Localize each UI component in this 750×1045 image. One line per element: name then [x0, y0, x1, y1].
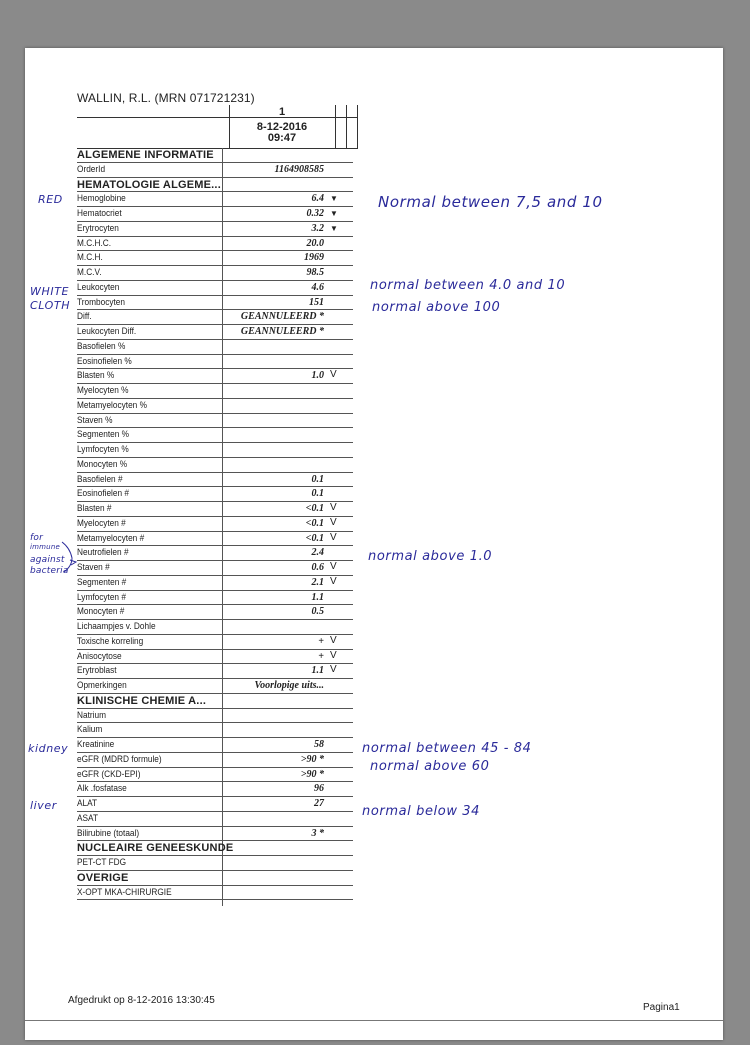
hand-hb-note: Normal between 7,5 and 10: [378, 193, 603, 211]
patient-header: WALLIN, R.L. (MRN 071721231): [77, 91, 255, 105]
hand-neutro-note: normal above 1.0: [368, 549, 493, 564]
test-name: Segmenten #: [77, 576, 127, 587]
test-name: Staven #: [77, 562, 110, 572]
hand-arrow-icon: [60, 540, 78, 576]
test-name: Myelocyten %: [77, 385, 129, 395]
test-value: <0.1: [305, 517, 324, 529]
test-name: Metamyelocyten #: [77, 532, 145, 543]
hand-egfr-note: normal above 60: [370, 759, 490, 774]
test-name: Myelocyten #: [77, 517, 126, 528]
test-name: Anisocytose: [77, 650, 122, 661]
test-name: ALGEMENE INFORMATIE: [77, 149, 214, 161]
test-value: +: [318, 635, 324, 647]
test-value: 0.1: [311, 488, 324, 500]
table-row: [77, 709, 353, 724]
test-name: Erytrocyten: [77, 222, 119, 233]
low-flag-icon: ▼: [330, 209, 338, 218]
test-name: Lichaampjes v. Dohle: [77, 621, 156, 631]
test-value: 1.1: [311, 591, 324, 603]
test-value: 3.2: [311, 222, 324, 234]
test-name: M.C.H.C.: [77, 237, 112, 248]
test-value: 1.1: [311, 665, 324, 677]
table-row: [77, 502, 353, 517]
table-row: [77, 797, 353, 812]
test-name: Staven %: [77, 414, 113, 425]
column-number: 1: [278, 106, 286, 118]
test-name: ASAT: [77, 812, 99, 823]
test-name: Lymfocyten %: [77, 444, 129, 454]
lab-results-table: [77, 148, 353, 900]
page-number: Pagina1: [643, 1002, 680, 1013]
table-row: [77, 428, 353, 443]
table-row: [77, 620, 353, 635]
test-name: OVERIGE: [77, 871, 129, 884]
table-row: [77, 517, 353, 532]
header-divider-3: [346, 105, 347, 149]
table-row: [77, 768, 353, 783]
table-row: [77, 532, 353, 547]
hand-kreat-note: normal between 45 - 84: [362, 741, 532, 756]
low-flag-icon: ▼: [330, 223, 338, 233]
table-row: [77, 355, 353, 370]
test-value: 0.32: [306, 208, 324, 219]
hand-leuko-note: normal between 4.0 and 10: [370, 278, 566, 293]
table-row: [77, 296, 353, 311]
test-value: <0.1: [305, 503, 324, 514]
table-row: [77, 266, 353, 281]
table-row: [77, 561, 353, 576]
test-name: OrderId: [77, 163, 106, 174]
test-value: 4.6: [311, 281, 324, 293]
test-value: 1.0: [311, 370, 324, 382]
test-name: Blasten %: [77, 370, 115, 381]
test-name: Kreatinine: [77, 739, 115, 749]
test-value: 2.1: [311, 576, 324, 588]
validated-flag: V: [330, 664, 337, 676]
hand-immune: immune: [30, 543, 60, 551]
test-value: 0.6: [311, 562, 324, 573]
table-row: [77, 222, 353, 237]
test-name: PET-CT FDG: [77, 857, 127, 867]
test-name: M.C.V.: [77, 267, 102, 277]
test-value: GEANNULEERD *: [240, 311, 324, 323]
hand-alat-note: normal below 34: [362, 804, 481, 819]
test-value: +: [318, 650, 324, 662]
test-name: Hematocriet: [77, 208, 122, 218]
table-row: [77, 237, 353, 252]
test-name: Kalium: [77, 724, 103, 735]
table-row: [77, 738, 353, 753]
test-name: NUCLEAIRE GENEESKUNDE: [77, 842, 234, 855]
test-name: Leukocyten Diff.: [77, 326, 137, 336]
table-row: [77, 207, 353, 222]
test-value: 1164908585: [274, 163, 324, 175]
section-header: [77, 148, 353, 163]
validated-flag: V: [330, 516, 337, 528]
hand-against: against: [30, 555, 65, 565]
table-row: [77, 886, 353, 901]
validated-flag: V: [330, 649, 337, 661]
test-name: Eosinofielen #: [77, 488, 130, 499]
hand-cloth: CLOTH: [30, 299, 71, 312]
validated-flag: V: [330, 502, 337, 513]
test-value: 98.5: [306, 267, 324, 278]
test-name: Monocyten #: [77, 606, 125, 617]
test-name: Diff.: [77, 311, 92, 322]
table-row: [77, 251, 353, 266]
test-name: X-OPT MKA-CHIRURGIE: [77, 886, 172, 897]
test-name: Basofielen #: [77, 473, 123, 484]
table-row: [77, 281, 353, 296]
test-name: Alk .fosfatase: [77, 783, 127, 794]
header-divider-4: [357, 105, 358, 149]
test-name: eGFR (CKD-EPI): [77, 768, 141, 779]
table-row: [77, 369, 353, 384]
validated-flag: V: [330, 634, 337, 646]
test-name: HEMATOLOGIE ALGEME...: [77, 178, 221, 191]
hand-for: for: [30, 533, 43, 543]
validated-flag: V: [330, 575, 337, 587]
test-value: 20.0: [306, 237, 324, 249]
table-row: [77, 812, 353, 827]
test-value: 6.4: [311, 193, 324, 205]
printed-timestamp: Afgedrukt op 8-12-2016 13:30:45: [68, 995, 215, 1006]
test-name: Erytroblast: [77, 665, 117, 676]
table-row: [77, 340, 353, 355]
column-datetime: [229, 122, 335, 144]
section-header: [77, 841, 353, 856]
section-header: [77, 178, 353, 193]
test-name: Eosinofielen %: [77, 355, 132, 366]
test-name: Segmenten %: [77, 429, 130, 440]
table-row: [77, 827, 353, 842]
hand-bacteria: bacteria: [30, 566, 69, 576]
test-value: 27: [314, 798, 324, 809]
test-name: Lymfocyten #: [77, 591, 126, 602]
low-flag-icon: ▼: [330, 194, 338, 204]
test-value: 1969: [304, 252, 324, 264]
test-value: 96: [314, 783, 324, 795]
test-value: 0.5: [311, 606, 324, 618]
hand-trombo-note: normal above 100: [372, 300, 501, 315]
table-row: [77, 664, 353, 679]
test-value: Voorlopige uits...: [254, 680, 324, 691]
test-name: Natrium: [77, 709, 106, 720]
table-row: [77, 576, 353, 591]
test-name: Neutrofielen #: [77, 547, 129, 558]
table-row: [77, 310, 353, 325]
hand-liver: liver: [30, 799, 57, 812]
table-row: [77, 325, 353, 340]
test-name: Blasten #: [77, 503, 112, 513]
table-row: [77, 856, 353, 871]
table-row: [77, 414, 353, 429]
header-divider-2: [335, 105, 336, 149]
table-row: [77, 782, 353, 797]
test-name: Toxische korreling: [77, 635, 144, 646]
table-row: [77, 163, 353, 178]
test-name: Trombocyten: [77, 296, 126, 307]
test-value: <0.1: [305, 532, 324, 544]
test-name: Hemoglobine: [77, 193, 126, 204]
section-header: [77, 871, 353, 886]
test-value: >90 *: [300, 753, 324, 765]
table-row: [77, 723, 353, 738]
test-name: Monocyten %: [77, 458, 128, 469]
test-value: 58: [314, 739, 324, 750]
table-row: [77, 399, 353, 414]
column-time: 09:47: [267, 132, 297, 144]
table-row: [77, 473, 353, 488]
validated-flag: V: [330, 531, 337, 543]
hand-kidney: kidney: [28, 742, 69, 755]
table-row: [77, 487, 353, 502]
test-name: Metamyelocyten %: [77, 399, 147, 410]
hand-red: RED: [38, 193, 63, 206]
test-name: ALAT: [77, 798, 98, 808]
table-row: [77, 753, 353, 768]
table-row: [77, 192, 353, 207]
hand-white: WHITE: [30, 285, 70, 298]
table-row: [77, 650, 353, 665]
footer-divider: [25, 1020, 723, 1021]
test-value: 2.4: [311, 547, 324, 559]
table-row: [77, 443, 353, 458]
test-value: 0.1: [311, 473, 324, 485]
test-value: 151: [309, 296, 324, 308]
test-name: KLINISCHE CHEMIE A...: [77, 694, 207, 707]
test-value: >90 *: [300, 768, 324, 780]
table-row: [77, 384, 353, 399]
validated-flag: V: [330, 369, 337, 381]
column-date: 8-12-2016: [256, 121, 308, 133]
test-name: Bilirubine (totaal): [77, 827, 140, 838]
table-row: [77, 605, 353, 620]
test-name: Basofielen %: [77, 340, 126, 351]
table-row: [77, 635, 353, 650]
validated-flag: V: [330, 561, 337, 572]
section-header: [77, 694, 353, 709]
test-value: GEANNULEERD *: [240, 326, 324, 337]
table-row: [77, 458, 353, 473]
test-name: M.C.H.: [77, 252, 103, 263]
test-name: eGFR (MDRD formule): [77, 753, 162, 764]
table-row: [77, 679, 353, 694]
test-name: Opmerkingen: [77, 680, 127, 690]
test-value: 3 *: [311, 827, 324, 839]
test-name: Leukocyten: [77, 281, 120, 292]
table-row: [77, 591, 353, 606]
table-row: [77, 546, 353, 561]
